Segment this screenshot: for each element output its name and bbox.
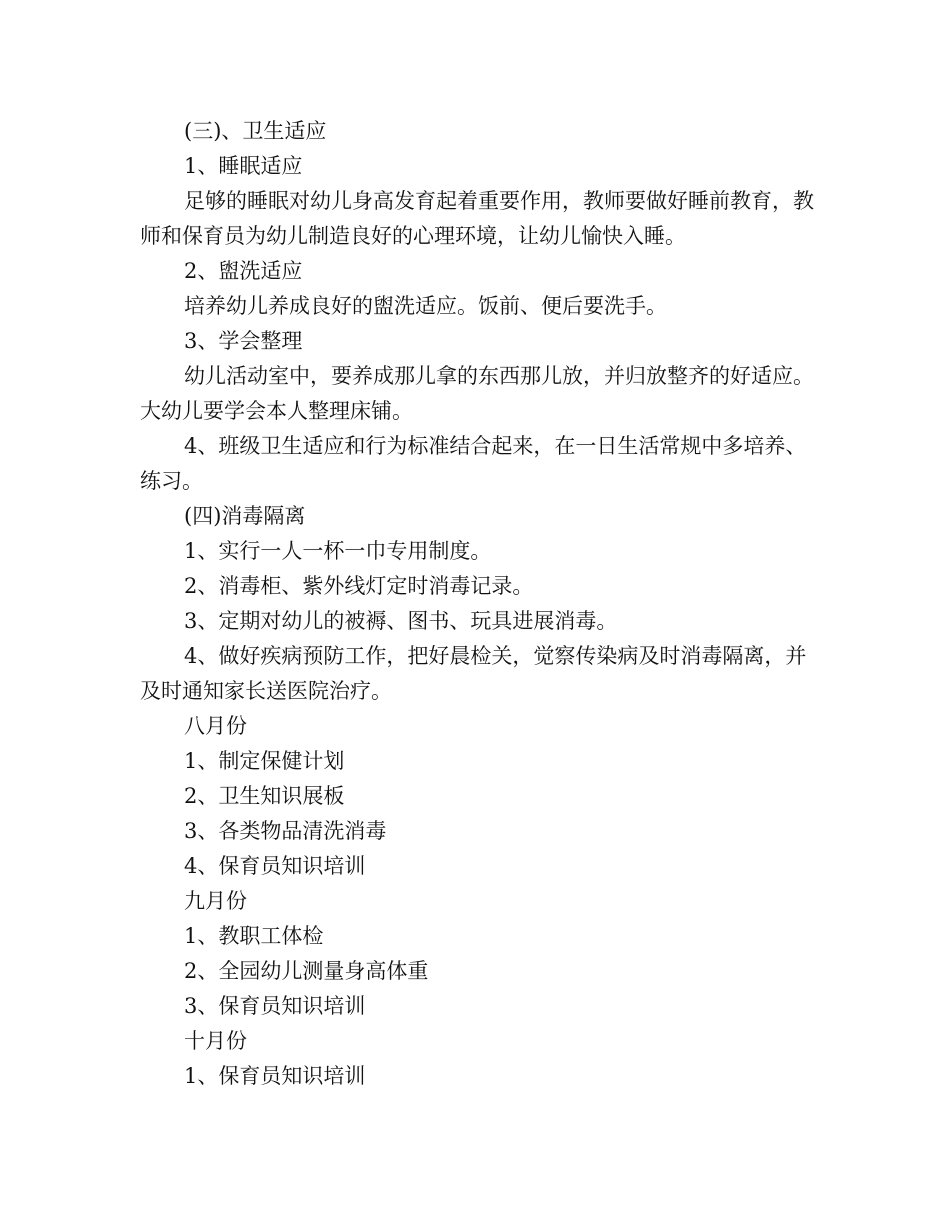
list-item: 2、全园幼儿测量身高体重	[184, 959, 429, 983]
paragraph: 幼儿活动室中，要养成那儿拿的东西那儿放，并归放整齐的好适应。大幼儿要学会本人整理床铺。	[140, 364, 814, 423]
section-heading-disinfection: (四)消毒隔离	[184, 504, 306, 528]
month-heading-august: 八月份	[184, 714, 247, 738]
section-heading-hygiene: (三)、卫生适应	[184, 119, 327, 143]
list-item: 1、睡眠适应	[184, 154, 303, 178]
month-heading-september: 九月份	[184, 889, 247, 913]
list-item: 1、教职工体检	[184, 924, 324, 948]
list-item: 2、盥洗适应	[184, 259, 303, 283]
list-item: 2、消毒柜、紫外线灯定时消毒记录。	[184, 574, 534, 598]
list-item: 1、制定保健计划	[184, 749, 345, 773]
list-item: 1、保育员知识培训	[184, 1064, 366, 1088]
list-item: 1、实行一人一杯一巾专用制度。	[184, 539, 492, 563]
list-item: 3、各类物品清洗消毒	[184, 819, 387, 843]
document-body	[140, 114, 820, 1094]
paragraph: 培养幼儿养成良好的盥洗适应。饭前、便后要洗手。	[184, 294, 667, 318]
list-item: 3、定期对幼儿的被褥、图书、玩具进展消毒。	[184, 609, 618, 633]
list-item: 3、保育员知识培训	[184, 994, 366, 1018]
list-item: 3、学会整理	[184, 329, 303, 353]
paragraph: 足够的睡眠对幼儿身高发育起着重要作用，教师要做好睡前教育，教师和保育员为幼儿制造良好的心理环境，让幼儿愉快入睡。	[140, 189, 814, 248]
month-heading-october: 十月份	[184, 1029, 247, 1053]
list-item: 4、保育员知识培训	[184, 854, 366, 878]
list-item: 2、卫生知识展板	[184, 784, 345, 808]
list-item: 4、做好疾病预防工作，把好晨检关，觉察传染病及时消毒隔离，并及时通知家长送医院治疗。	[140, 644, 807, 703]
list-item: 4、班级卫生适应和行为标准结合起来，在一日生活常规中多培养、练习。	[140, 434, 807, 493]
